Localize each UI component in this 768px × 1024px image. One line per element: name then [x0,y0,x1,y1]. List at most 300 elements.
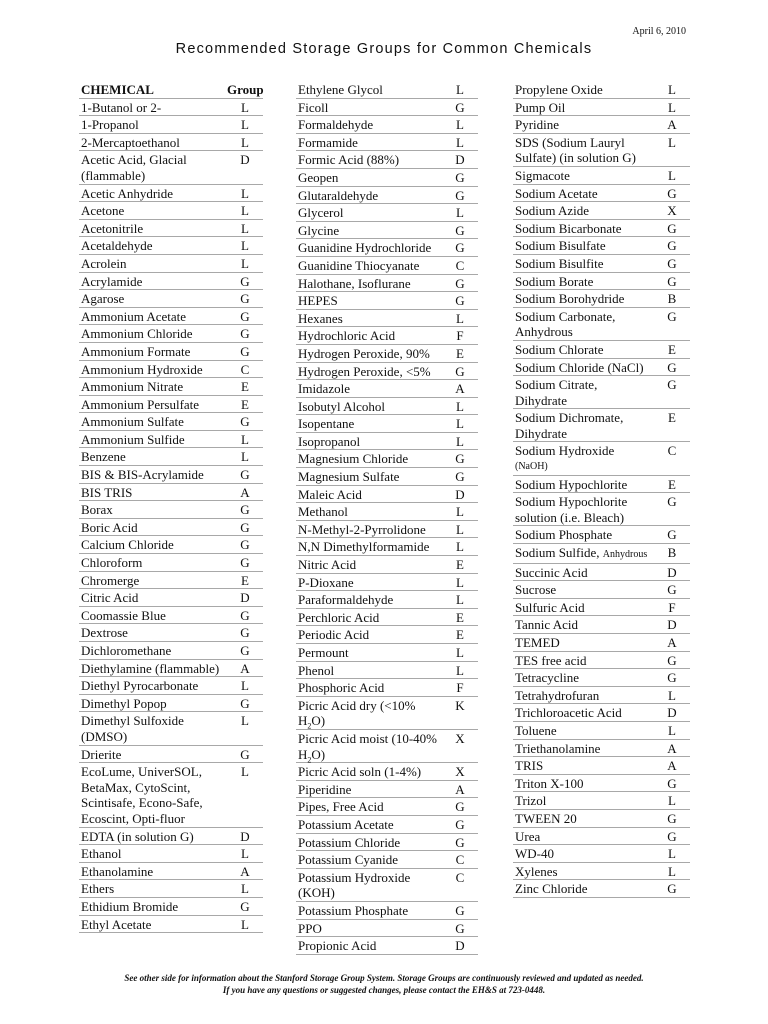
storage-group: G [240,537,250,553]
table-row [296,380,478,398]
storage-group: G [240,308,250,324]
storage-group: E [668,410,676,426]
table-row [513,652,690,670]
table-row [513,616,690,634]
table-row [513,237,690,255]
storage-group: C [455,869,465,885]
chemical-name: Tetracycline [515,670,580,686]
storage-group: A [240,863,250,879]
group-header: Group [227,82,264,97]
chemical-name: Acrolein [81,255,127,271]
table-row [513,493,690,526]
storage-group: E [668,476,676,492]
chemical-name: Sodium Bisulfite [515,255,604,271]
chemical-name: 2-Mercaptoethanol [81,134,180,150]
storage-group: G [240,291,250,307]
table-row [296,538,478,556]
table-row [296,609,478,627]
chemical-name: Halothane, Isoflurane [298,275,411,291]
table-row [296,902,478,920]
table-row [79,431,263,449]
storage-group: L [241,220,249,236]
chemical-name: Benzene [81,449,126,465]
chemical-name: Sodium Borate [515,273,594,289]
chemical-name: Ammonium Acetate [81,308,187,324]
storage-group: L [241,255,249,271]
chemical-name: Dextrose [81,625,128,641]
page-title: Recommended Storage Groups for Common Chemicals [175,41,593,57]
chemical-name: Permount [298,645,349,660]
table-row [79,361,263,379]
table-row [296,116,478,134]
storage-group: L [241,916,249,932]
table-row [513,810,690,828]
table-row [513,409,690,442]
storage-group: L [456,117,464,133]
table-row [79,677,263,695]
table-row [296,222,478,240]
chemical-name: Potassium Hydroxide (KOH) [298,869,411,901]
chemical-name: Periodic Acid [298,627,370,643]
chemical-name: Sodium Borohydride [515,291,625,307]
storage-group: G [667,238,677,254]
chemical-name: Geopen [298,169,339,185]
table-row [513,185,690,203]
chemical-name: Ammonium Sulfide [81,431,185,447]
table-row [513,722,690,740]
chemical-name: Sodium Chlorate [515,341,604,357]
table-row [79,763,263,827]
chemical-name: Imidazole [298,381,350,397]
table-row [79,536,263,554]
table-row [513,599,690,617]
storage-group: L [241,238,249,254]
storage-group: G [240,414,250,430]
storage-group: A [240,660,250,676]
storage-group: G [240,502,250,518]
storage-group: E [456,627,464,643]
chemical-name: Succinic Acid [515,564,588,580]
chemical-name: Ethanolamine [81,863,154,879]
storage-group: D [455,152,465,168]
storage-group: L [456,574,464,590]
chemical-name: Sodium Hypochlorite solution (i.e. Bleach) [515,494,628,525]
storage-group: X [455,730,465,746]
storage-group: L [241,431,249,447]
chemical-name: Ethylene Glycol [298,82,383,97]
storage-group: L [668,687,676,703]
chemical-name: Sodium Acetate [515,185,598,201]
footer-line-1: See other side for information about the Stanford Storage Group System. Storage Groups are continuously reviewed and updated as needed. [124,973,644,983]
storage-group: L [456,398,464,414]
chemical-name: Picric Acid moist (10-40% $H_2O$) [298,730,438,765]
storage-group: G [240,519,250,535]
storage-group: L [241,185,249,201]
table-row [513,308,690,341]
table-row [79,660,263,678]
chemical-name: BIS & BIS-Acrylamide [81,467,204,483]
chemical-name: Ammonium Sulfate [81,414,184,430]
table-row [296,644,478,662]
table-row [513,220,690,238]
table-row [296,204,478,222]
storage-group: A [667,758,677,774]
storage-group: L [668,793,676,809]
chemical-name: Sodium Carbonate, Anhydrous [515,308,616,340]
storage-group: G [455,275,465,291]
chemical-name: Hydrochloric Acid [298,328,396,344]
chemical-name: Guanidine Hydrochloride [298,240,432,256]
storage-group: L [456,645,464,660]
chemical-name: Acetic Acid, Glacial (flammable) [81,152,187,183]
chemical-name: Chloroform [81,555,143,571]
chemical-name: Sulfuric Acid [515,599,585,615]
storage-group: L [456,310,464,326]
storage-group: G [667,359,677,375]
storage-group: G [455,834,465,850]
storage-group: D [455,938,465,954]
chemical-name: Acetonitrile [81,220,144,236]
table-row [296,503,478,521]
table-row [79,916,263,934]
table-row [513,376,690,409]
table-row [296,591,478,609]
chemical-name: Urea [515,828,541,844]
table-row [79,484,263,502]
storage-group: G [667,377,677,393]
storage-group: G [240,555,250,571]
chemical-name: Borax [81,502,113,518]
storage-group: G [240,746,250,762]
chemical-name: Drierite [81,746,122,762]
table-row [296,310,478,328]
chemical-name: Boric Acid [81,519,138,535]
chemical-name: Potassium Acetate [298,816,394,832]
table-row [79,134,263,152]
chemical-name: Ethyl Acetate [81,916,152,932]
storage-group: L [456,592,464,608]
chemical-name: PPO [298,920,322,936]
table-row [296,556,478,574]
storage-group: L [668,134,676,150]
table-row [296,730,478,763]
storage-group: L [241,881,249,897]
table-row [513,116,690,134]
table-row [296,834,478,852]
table-row [296,187,478,205]
table-row [79,746,263,764]
chemical-name: Hexanes [298,310,343,326]
table-row [79,589,263,607]
storage-group: G [240,326,250,342]
chemical-name: Phenol [298,662,335,678]
storage-group: L [456,521,464,537]
storage-group: D [455,486,465,502]
table-row [79,308,263,326]
chemical-name: Toluene [515,722,557,738]
chemical-name: Hydrogen Peroxide, <5% [298,363,431,379]
chemical-name: Propylene Oxide [515,82,603,97]
table-row [79,378,263,396]
storage-group: G [455,240,465,256]
chemical-name: Zinc Chloride [515,881,588,897]
storage-group: D [240,828,250,844]
storage-group: B [667,545,677,561]
document-date: April 6, 2010 [632,26,686,37]
storage-group: C [455,257,465,273]
table-row [79,466,263,484]
chemical-name: TES free acid [515,652,587,668]
chemical-name: Glutaraldehyde [298,187,379,203]
table-row [296,239,478,257]
storage-group: G [667,652,677,668]
storage-group: L [241,764,249,780]
table-row [296,869,478,902]
storage-group: G [667,881,677,897]
chemical-name: Potassium Cyanide [298,852,399,868]
chemical-column-1 [79,81,263,933]
chemical-name: Formaldehyde [298,117,374,133]
chemical-name: Formic Acid (88%) [298,152,400,168]
chemical-name: Ammonium Hydroxide [81,361,203,377]
chemical-name: N-Methyl-2-Pyrrolidone [298,521,426,537]
table-row [296,169,478,187]
chemical-name: HEPES [298,293,338,309]
storage-group: G [455,816,465,832]
chemical-name: N,N Dimethylformamide [298,539,430,555]
storage-group: L [241,99,249,115]
table-row [296,433,478,451]
chemical-name: Pyridine [515,117,560,133]
table-row [513,792,690,810]
storage-group: L [456,205,464,221]
footer-note [0,972,768,996]
chemical-name: Dichloromethane [81,643,172,658]
chemical-name: Triton X-100 [515,775,584,791]
storage-group: L [241,449,249,465]
table-row [79,116,263,134]
table-row [513,669,690,687]
storage-group: E [241,572,249,588]
table-row [79,273,263,291]
storage-group: G [667,582,677,598]
table-row [296,486,478,504]
chemical-name: Nitric Acid [298,557,357,573]
chemical-name: Piperidine [298,781,352,797]
table-row [296,327,478,345]
chemical-name: TWEEN 20 [515,810,577,826]
storage-group: K [455,697,465,713]
storage-group: L [241,117,249,133]
storage-group: L [668,846,676,862]
chemical-name: Potassium Chloride [298,834,401,850]
table-row [296,398,478,416]
storage-group: G [240,467,250,483]
table-row [296,851,478,869]
storage-group: G [455,469,465,485]
table-row [79,642,263,660]
storage-group: L [456,134,464,150]
storage-group: G [667,670,677,686]
chemical-name: Pipes, Free Acid [298,799,384,815]
chemical-name: Sodium Bisulfate [515,238,606,254]
chemical-name: Sodium Chloride (NaCl) [515,359,644,375]
table-row [513,687,690,705]
table-row [513,290,690,308]
storage-group: L [456,504,464,520]
storage-group: E [241,396,249,412]
table-row [79,898,263,916]
chemical-name: Picric Acid soln (1-4%) [298,764,422,780]
table-row [79,519,263,537]
storage-group: G [455,222,465,238]
table-row [513,757,690,775]
chemical-name: Ficoll [298,99,329,115]
chemical-name: Sodium Dichromate, Dihydrate [515,410,624,441]
table-header [79,81,263,99]
subscript: 2 [307,755,312,765]
chemical-name: Acetic Anhydride [81,185,174,201]
chemical-name: Tetrahydrofuran [515,687,600,703]
storage-group: A [667,635,677,650]
table-row [79,343,263,361]
storage-group: G [455,363,465,379]
storage-group: D [667,617,677,633]
table-row [513,81,690,99]
table-row [513,544,690,564]
table-row [513,476,690,494]
table-row [79,151,263,184]
chemical-name: Glycerol [298,205,344,221]
storage-group: G [667,527,677,543]
table-row [513,581,690,599]
table-row [296,151,478,169]
chemical-name: EDTA (in solution G) [81,828,194,844]
chemical-name: Ammonium Chloride [81,326,193,342]
storage-group: L [241,134,249,150]
chemical-name: Maleic Acid [298,486,362,502]
storage-group: G [455,920,465,936]
storage-group: G [667,308,677,324]
table-row [513,202,690,220]
storage-group: L [241,846,249,862]
table-row [513,167,690,185]
chemical-name: Sodium Sulfide, Anhydrous [515,545,648,561]
table-row [513,359,690,377]
storage-group: G [455,99,465,115]
table-row [296,798,478,816]
chemical-name: Chromerge [81,572,140,588]
storage-group: G [455,451,465,467]
storage-group: G [240,695,250,711]
chemical-name: Sucrose [515,582,557,598]
storage-group: D [240,590,250,606]
table-row [79,413,263,431]
chemical-name: Magnesium Chloride [298,451,409,467]
storage-group: L [241,203,249,219]
table-row [79,396,263,414]
chemical-name: Triethanolamine [515,740,601,756]
table-row [513,775,690,793]
table-row [296,275,478,293]
table-row [513,255,690,273]
chemical-name: Perchloric Acid [298,609,380,625]
storage-group: L [241,713,249,729]
chemical-formula: (NaOH) [515,461,548,473]
table-row [513,273,690,291]
chemical-name: Ammonium Formate [81,343,191,359]
storage-group: A [455,781,465,797]
storage-group: L [456,539,464,555]
chemical-name: Paraformaldehyde [298,592,394,608]
chemical-name: Calcium Chloride [81,537,174,553]
storage-group: G [455,902,465,918]
table-row [513,564,690,582]
table-row [513,845,690,863]
table-row [513,134,690,167]
chemical-name: SDS (Sodium Lauryl Sulfate) (in solution G) [515,134,636,166]
chemical-name: Xylenes [515,863,558,879]
storage-group: D [667,564,677,580]
table-row [296,920,478,938]
table-row [79,501,263,519]
table-row [79,607,263,625]
table-row [513,442,690,475]
storage-group: F [668,599,676,615]
chemical-name: Methanol [298,504,348,520]
chemical-column-3 [513,81,690,898]
storage-group: A [240,484,250,500]
storage-group: G [667,185,677,201]
storage-group: C [667,443,677,459]
table-row [296,937,478,955]
table-row [296,415,478,433]
chemical-name: Guanidine Thiocyanate [298,257,420,273]
table-row [296,574,478,592]
chemical-name: Tannic Acid [515,617,578,633]
table-row [513,634,690,652]
table-row [296,697,478,730]
chemical-name: EcoLume, UniverSOL, BetaMax, CytoScint, Scintisafe, Econo-Safe, Ecoscint, Opti-fluor [81,764,203,826]
chemical-name: Hydrogen Peroxide, 90% [298,345,430,361]
chemical-name: Pump Oil [515,99,566,115]
table-row [79,828,263,846]
storage-group: X [667,203,677,219]
table-row [79,290,263,308]
chemical-name: Sodium Citrate, Dihydrate [515,377,598,408]
table-row [79,237,263,255]
storage-group: G [240,273,250,289]
chemical-name: Isobutyl Alcohol [298,398,386,414]
chemical-name: 1-Butanol or 2- [81,99,162,115]
storage-group: E [456,557,464,573]
storage-group: G [667,775,677,791]
chemical-name: Magnesium Sulfate [298,469,400,485]
table-row [296,679,478,697]
chemical-name: WD-40 [515,846,554,862]
table-row [79,572,263,590]
table-row [79,202,263,220]
table-row [513,740,690,758]
chemical-name: Ethers [81,881,115,897]
chemical-name: Isopropanol [298,433,361,449]
table-row [296,816,478,834]
storage-group: L [456,416,464,432]
table-row [513,880,690,898]
table-row [79,712,263,745]
storage-group: G [667,810,677,826]
chemical-name: Sodium Hydroxide (NaOH) [513,443,654,474]
